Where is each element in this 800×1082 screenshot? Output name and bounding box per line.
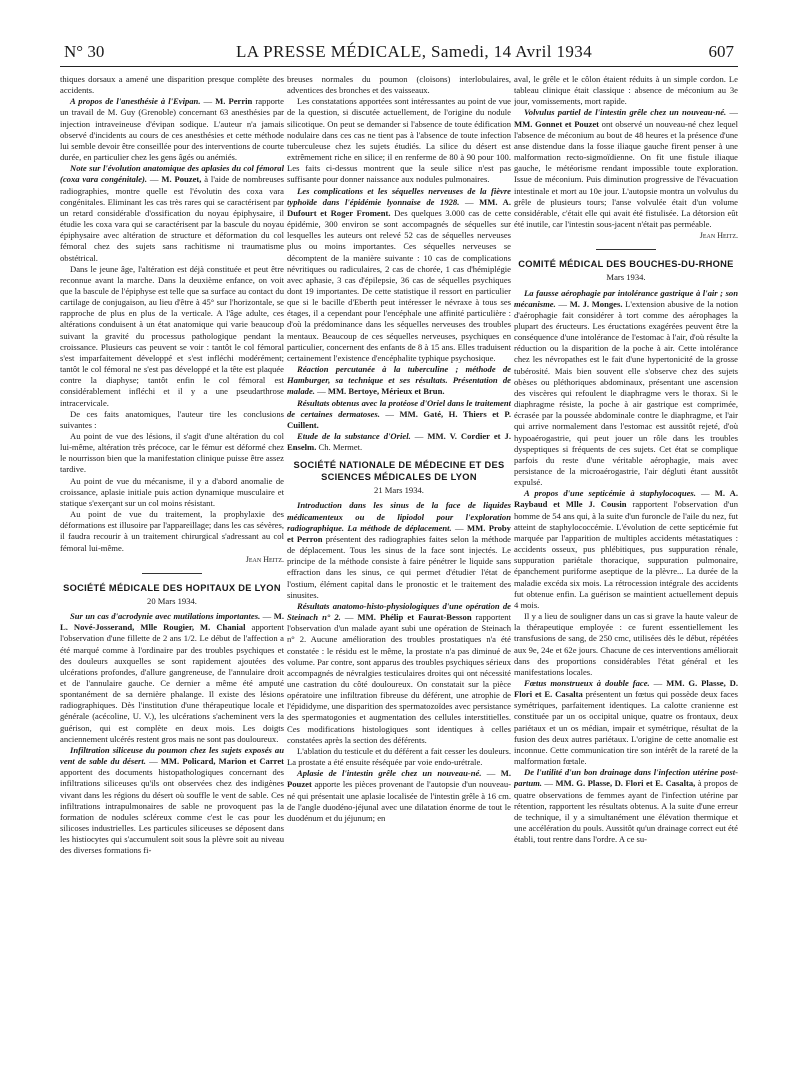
article-body: thiques dorsaux a amené une disparition presque complète des accidents. [60,74,284,96]
column-3 [514,74,738,1076]
article-title: Aplasie de l'intestin grêle chez un nouveau-né. [297,768,482,779]
section-divider [596,249,656,250]
article-paragraph [60,74,284,96]
article-body: à l'aide de nombreuses radiographies, montre quelle est l'évolutin des coxa vara congénitales. Eliminant les cas très rares qui se caractérisent par un retard considérable d'ossification du noyau épiphysaire, il étudie les coxa vara qui se caractérisent par la bascule du noyau épiphysaire avec altération de structure et déformation du col fémoral chez des sujets sans rachitisme ni traumatisme obstétrical. [60,174,284,263]
article-paragraph [60,264,284,409]
article-body: Au point de vue du mécanisme, il y a d'abord anomalie de croissance, aplasie initiale puis action dynamique musculaire et statique s'exerçant sur un col moins résistant. [60,475,284,508]
article-body: Au point de vue des lésions, il s'agit d'une altération du col lui-même, altération très précoce, car le fémur est déformé chez le nourrisson bien que la manifestation clinique puisse être assez tardive. [60,431,284,475]
article-authors: M. A. Raybaud et Mlle J. Cousin [514,488,738,510]
article-title: Résultats obtenus avec la protéose d'Oriel dans le traitement de certaines dermatoses. [287,397,511,419]
article-title: Réaction percutanée à la tuberculine ; méthode de Hamburger, sa technique et ses résultats. Présentation de malade. [287,364,511,397]
article-body: breuses normales du poumon (cloisons) interlobulaires, adventices des bronches et des vaisseaux. [287,74,511,96]
article-paragraph [514,74,738,107]
article-body: Ch. Mermet. [318,442,363,453]
page-number: 607 [708,42,734,61]
article-title: Infiltration siliceuse du poumon chez les sujets exposés au vent de sable du désert. [60,744,284,767]
article-authors: MM. Gonnet et Pouzet [514,118,600,129]
article-authors: MM. Bertoye, Mérieux et Brun. [327,386,445,397]
article-body: Dans le jeune âge, l'altération est déjà constituée et peut être reconnue avant la marche. Dans la deuxième enfance, on voit que la bascule de l'épiphyse est telle que sa surface au contact du cartilage de conjugaison, au lieu d'être à 45° sur l'horizontale, se rapproche de plus en plus de la verticale. A l'âge adulte, ces altérations conduisent à un état anatomique qui varie beaucoup suivant la gravité du processus pathologique pendant la croissance. Plusieurs cas peuvent se voir : tantôt le col fémoral s'est imparfaitement développé et s'est infléchi modérément; tantôt le col fémoral ne s'est pas développé et la tête est plaquée contre la diaphyse; tantôt enfin le col fémoral est considérablement infléchi et il y a une pseudarthrose intracervicale. [60,263,284,408]
article-body: ont observé un nouveau-né chez lequel l'absence de méconium au bout de 48 heures et la présence d'une anse distendue dans la fosse iliaque gauche firent penser à une malformation recto-sigmoïdienne. On fit une fistule iliaque gauche, le météorisme rendant impossible toute exploration. Issue de méconium. Puis diminution progressive de l'évacuation intestinale et mort au 10e jour. L'autopsie montra un volvulus du grêle de plusieurs tours; l'anse volvulée était d'un volume considérable, c'était elle qui avait été fistulisée. La détorsion eût été inutile, car l'intestin sous-jacent n'était pas perméable. [514,118,738,230]
article-title: A propos d'une septicémie à staphylocoques. [524,488,696,499]
article-title: Volvulus partiel de l'intestin grêle chez un nouveau-né. [524,107,727,118]
article-paragraph [60,509,284,554]
column-2 [287,74,511,1076]
article-body: apportent l'observation d'une fillette de 2 ans 1/2. Le début de l'affection a été marqué comme à l'ordinaire par des troubles psychiques et des douleurs auxquelles se sont rapidement ajoutées des ulcérations profondes, d'allure gangreneuse, de l'annulaire droit et de l'annulaire gauche. Ce dernier a même été amputé spontanément de sa dernière phalange. Il existe des lésions radiographiques. Dès l'institution d'une thérapeutique locale et générale (acécoline, U. V.), les ulcérations s'acheminent vers la guérison, qui est complète en deux mois. Les doigts anciennement ulcérés restent gros mais ne sont pas douloureux. [60,622,284,744]
section-heading: COMITÉ MÉDICAL DES BOUCHES-DU-RHONE [518,259,734,270]
article-paragraph: Aplasie de l'intestin grêle chez un nouveau-né. — M. Pouzet apporte les pièces provenant de l'autopsie d'un nouveau-né qui présentait une aplasie localisée de l'intestin grêle à 16 cm. de l'angle duodéno-jéjunal avec une dilatation énorme de tout le duodénum et du jéjunum; en [287,768,511,823]
article-paragraph: Résultats obtenus avec la protéose d'Oriel dans le traitement de certaines dermatoses. — MM. Gaté, H. Thiers et P. Cuillent. [287,397,511,430]
article-body: Les constatations apportées sont intéressantes au point de vue de la question, si discutée actuellement, de l'origine du nodule silicotique. On peut se demander si l'absence de toute édification nodulaire dans ces cas ne tient pas à l'absence de toute infection tuberculeuse chez les sujets étudiés. La silice du désert est extrêmement riche en silice; il en renferme de 80 à 90 pour 100. Les faits ci-dessus montrent que la seule silice n'est pas suffisante pour donner naissance aux nodules pulmonaires. [287,96,511,185]
article-authors: M. J. Monges. [569,298,623,309]
article-body: rapportent l'observation d'un homme de 54 ans qui, à la suite d'un furoncle de l'aile du nez, fut atteint de staphylococcémie. L'évolution de cette septicémie fut marquée par l'apparition de multiples accidents métastatiques : accidents osseux, pus phlébitiques, pus suppuration rénale, suppuration pariétale thoracique, suppuration pulmonaire, épanchement puriforme aseptique de la plèvre... La durée de la maladie excéda six mois. La rétrocession intégrale des accidents fut obtenue enfin. La guérison se maintient actuellement depuis 4 mois. [514,499,738,610]
article-body: L'extension abusive de la notion d'aérophagie fait considérer à tort comme des aérophages la plupart des éructeurs. Les éructations exagérées peuvent être la conséquence d'une intolérance de l'estomac à l'air, d'où résulte la réduction ou la disparition de la poche à air. Cette intolérance chez les névropathes est le fait d'une hypertonicité de la grosse tubérosité. Mais bien souvent elle s'observe chez des sujets obèses ou pléthoriques abdominaux, présentant une ascension des viscères qui refoulent le diaphragme vers le thorax. Si le diaphragme résiste, la poche à air gastrique est comprimée, écrasée par la poussée abdominale contre le diaphragme, et l'air qui arrive normalement dans l'estomac est aussitôt rejeté, d'où hypoaérogastrie, qui peut jouer un rôle dans les troubles dyspeptiques si fréquents de ces sujets. Cet état se complique parfois du reste d'une véritable aérophagie, mais avec persistance de la microaérogastrie, l'air dégluti étant aussitôt expulsé. [514,298,738,488]
article-body: rapportent l'observation d'un malade ayant subi une opération de Steinach n° 2. Aucune amélioration des troubles prostatiques n'a été constatée : le résidu est le même, la prostate n'a pas diminué de volume. Par contre, sont apparus des troubles psychiques sérieux accompagnés de névralgies testiculaires droites qui ont nécessité une castration du côté douloureux. On constatait sur la pièce opératoire une infiltration fibreuse du déférent, une atrophie de l'épididyme, une disparition des spermatozoïdes avec persistance des spermatogonies et augmentation des cellules interstitielles. Ces modifications histologiques sont identiques à celles constatées après la section des déférents. [287,612,511,745]
section-divider [142,573,202,574]
masthead [60,40,738,67]
article-body: rapporte un travail de M. Guy (Grenoble) concernant 63 anesthésies par injection intraveineuse d'évipan sodique. L'auteur n'a jamais observé d'incidents au cours de ces anesthésies et cette méthode lui semble devoir être conseillée pour des interventions de courte durée, en particulier chez les gens âgés ou anémiés. [60,96,284,163]
article-authors: MM. Phélip et Faurat-Besson [357,612,472,623]
article-body: apportent des documents histopathologiques concernant des infiltrations siliceuses qu'ils ont observées chez des indigènes vivant dans les régions du désert où souffle le vent de sable. Ces infiltrations intrapulmonaires de sable ne provoquent pas la formation de nodules scléreux comme c'est le cas pour les silicoses industrielles. Les particules siliceuses se déposent dans les histiocytes qui s'accumulent soit sous la plèvre soit au niveau des diverses formations fi- [60,767,284,856]
column-1 [60,74,284,1076]
article-title: Résultats anatomo-histo-physiologiques d'une opération de Steinach n° 2. [287,600,511,623]
article-paragraph [287,746,511,768]
article-body: Au point de vue du traitement, la prophylaxie des déformations est illusoire par l'appareillage; dans les cas sévères, il faudra recourir à un traitement chirurgical s'adressant au col fémoral lui-même. [60,509,284,553]
section-heading: SOCIÉTÉ MÉDICALE DES HOPITAUX DE LYON [63,582,281,593]
article-paragraph: Volvulus partiel de l'intestin grêle chez un nouveau-né. — MM. Gonnet et Pouzet ont observé un nouveau-né chez lequel l'absence de méconium au bout de 48 heures et la présence d'une anse distendue dans la fosse iliaque gauche firent penser à une malformation recto-sigmoïdienne. On fit une fistule iliaque gauche, le météorisme rendant impossible toute exploration. Issue de méconium. Puis diminution progressive de l'évacuation intestinale et mort au 10e jour. L'autopsie montra un volvulus du grêle de plusieurs tours; l'anse volvulée était d'un volume considérable, c'était elle qui avait été fistulisée. La détorsion eût été inutile, car l'intestin sous-jacent n'était pas perméable. [514,107,738,230]
article-paragraph [287,96,511,185]
article-title: A propos de l'anesthésie à l'Evipan. [70,96,201,107]
article-title: Sur un cas d'acrodynie avec mutilations importantes. [70,611,261,622]
article-paragraph [287,74,511,96]
article-authors: M. Perrin [215,96,253,107]
article-paragraph: Infiltration siliceuse du poumon chez les sujets exposés au vent de sable du désert. — MM. Policard, Marion et Carret apportent des documents histopathologiques concernant des infiltrations siliceuses qu'ils ont observées chez des indigènes vivant dans les régions du désert où souffle le vent de sable. Ces infiltrations intrapulmonaires de sable ne provoquent pas la formation de nodules scléreux comme c'est le cas pour les silicoses industrielles. Les particules siliceuses se déposent dans les histiocytes qui s'accumulent soit sous la plèvre soit au niveau des diverses formations fi- [60,744,284,856]
article-title: Les complications et les séquelles nerveuses de la fièvre typhoïde dans l'épidémie lyonnaise de 1928. [287,185,511,207]
author-signature: Jean Heitz. [699,231,738,241]
article-body: Des quelques 3.000 cas de cette épidémie, 300 environ se sont accompagnés de séquelles sur lesquelles les auteurs ont relevé 52 cas de séquelles nerveuses plus ou moins importantes. Ces séquelles nerveuses se décomptent de la manière suivante : 10 cas de complications névritiques ou radiculaires, 2 cas de chorée, 1 cas d'hémiplégie avec aphasie, 3 cas d'épilepsie, 36 cas de séquelles psychiques dont 19 importantes. De cette statistique il ressort en particulier que si le bacille d'Eberth peut intéresser le névraxe à tous ses étages, il a cependant pour l'encéphale une affinité particulière : d'où la prédominance dans les séquelles nerveuses des troubles mentaux. Beaucoup de ces séquelles nerveuses, psychiques en particulier, concernent des enfants de 8 à 15 ans. Elles traduisent certainement l'existence d'encéphalite typhique psychosique. [287,207,511,363]
article-paragraph: Réaction percutanée à la tuberculine ; méthode de Hamburger, sa technique et ses résultats. Présentation de malade. — MM. Bertoye, Mérieux et Brun. [287,364,511,397]
article-authors: M. L. Nové-Josserand, Mlle Rougier, M. Chanial [60,611,284,633]
article-authors: MM. V. Cordier et J. Enselm. [287,431,511,453]
article-paragraph: Note sur l'évolution anatomique des aplasies du col fémoral (coxa vara congénitale). — M. Pouzet, à l'aide de nombreuses radiographies, montre quelle est l'évolutin des coxa vara congénitales. Eliminant les cas très rares qui se caractérisent par un retard considérable d'ossification du noyau épiphysaire, il étudie les coxa vara qui se caractérisent par la bascule du noyau épiphysaire avec altération de structure et déformation du col fémoral chez des sujets sans rachitisme ni traumatisme obstétrical. [60,163,284,263]
article-paragraph: Les complications et les séquelles nerveuses de la fièvre typhoïde dans l'épidémie lyonnaise de 1928. — MM. A. Dufourt et Roger Froment. Des quelques 3.000 cas de cette épidémie, 300 environ se sont accompagnés de séquelles sur lesquelles les auteurs ont relevé 52 cas de séquelles nerveuses plus ou moins importantes. Ces séquelles nerveuses se décomptent de la manière suivante : 10 cas de complications névritiques ou radiculaires, 2 cas de chorée, 1 cas d'hémiplégie avec aphasie, 3 cas d'épilepsie, 36 cas de séquelles psychiques dont 19 importantes. De cette statistique il ressort en particulier que si le bacille d'Eberth peut intéresser le névraxe à tous ses étages, il a cependant pour l'encéphale une affinité particulière : d'où la prédominance dans les séquelles nerveuses des troubles mentaux. Beaucoup de ces séquelles nerveuses, psychiques en particulier, concernent des enfants de 8 à 15 ans. Elles traduisent certainement l'existence d'encéphalite typhique psychosique. [287,185,511,363]
article-title: Note sur l'évolution anatomique des aplasies du col fémoral (coxa vara congénitale). [60,163,284,185]
section-date: Mars 1934. [606,272,646,283]
article-authors: M. Pouzet, [161,174,202,185]
article-body: à propos de quatre observations de femmes ayant de l'infection utérine par rétention, rapportent les résultats obtenus. A la suite d'une erreur de technique, il y a simultanément une élévation thermique et une accélération du pouls. Aussitôt qu'un drainage correct eut été établi, tout rentre dans l'ordre. A ce su- [514,778,738,845]
article-body: présentent un fœtus qui possède deux faces symétriques, parfaitement identiques. La calotte cranienne est constituée par un os occipital unique, quatre os frontaux, deux pariétaux et un os médian, impair et symétrique, résultat de la fusion des deux autres pariétaux. L'origine de cette anomalie est inconnue. Cette communication tire son intérêt de la rareté de la malformation fœtale. [514,689,738,767]
article-paragraph: Introduction dans les sinus de la face de liquides médicamenteux ou de lipiodol pour l'exploration radiographique. La méthode de déplacement. — MM. Proby et Perron présentent des radiographies faites selon la méthode de déplacement. Tous les sinus de la face sont injectés. Le principe de la méthode consiste à faire pénétrer le liquide sans effraction dans les sinus, ce qui permet d'étudier l'état de l'ostium, élément capital dans le pronostic et le traitement des sinusites. [287,500,511,600]
article-title: Fœtus monstrueux à double face. [524,677,650,688]
article-authors: MM. Policard, Marion et Carret [160,756,284,767]
article-paragraph: Etude de la substance d'Oriel. — MM. V. Cordier et J. Enselm. Ch. Mermet. [287,431,511,453]
article-authors: M. Pouzet [287,768,511,790]
article-paragraph: De l'utilité d'un bon drainage dans l'infection utérine post-partum. — MM. G. Plasse, D. Flori et E. Casalta, à propos de quatre observations de femmes ayant de l'infection utérine par rétention, rapportent les résultats obtenus. A la suite d'une erreur de technique, il y a simultanément une élévation thermique et une accélération du pouls. Aussitôt qu'un drainage correct eut été établi, tout rentre dans l'ordre. A ce su- [514,767,738,845]
article-body: L'ablation du testicule et du déférent a fait cesser les douleurs. La prostate a été ensuite réséquée par voie endo-urétrale. [287,745,511,768]
journal-title-date: LA PRESSE MÉDICALE, Samedi, 14 Avril 1934 [236,42,593,61]
article-paragraph [514,611,738,678]
article-authors: MM. A. Dufourt et Roger Froment. [287,196,511,218]
article-paragraph: A propos d'une septicémie à staphylocoques. — M. A. Raybaud et Mlle J. Cousin rapportent l'observation d'un homme de 54 ans qui, à la suite d'un furoncle de l'aile du nez, fut atteint de staphylococcémie. L'évolution de cette septicémie fut marquée par l'apparition de multiples accidents métastatiques : accidents osseux, pus phlébitiques, pus suppuration rénale, suppuration pariétale thoracique, suppuration pulmonaire, épanchement puriforme aseptique de la plèvre... La durée de la maladie excéda six mois. La rétrocession intégrale des accidents fut obtenue enfin. La guérison se maintient actuellement depuis 4 mois. [514,488,738,610]
article-paragraph [60,409,284,431]
article-body: Il y a lieu de souligner dans un cas si grave la haute valeur de la thérapeutique employée : ce furent essentiellement les transfusions de sang, de 250 cmc, utilisées dès le début, répétées aux 9e, 24e et 62e jours. Chacune de ces interventions améliorait dans des proportions considérables l'état général et les manifestations locales. [514,611,738,677]
article-authors: MM. Proby et Perron [287,522,511,544]
section-heading: SOCIÉTÉ NATIONALE DE MÉDECINE ET DES SCIENCES MÉDICALES DE LYON [293,460,505,483]
article-title: De l'utilité d'un bon drainage dans l'infection utérine post-partum. [514,767,738,789]
article-paragraph [60,431,284,476]
article-authors: MM. G. Plasse, D. Flori et E. Casalta [514,677,738,700]
article-paragraph: La fausse aérophagie par intolérance gastrique à l'air ; son mécanisme. — M. J. Monges. L'extension abusive de la notion d'aérophagie fait considérer à tort comme des aérophages la plupart des éructeurs. Les éructations exagérées peuvent être la conséquence d'une intolérance de l'estomac à l'air, d'où résulte la réduction ou la disparition de la poche à air. Cette intolérance chez les névropathes est le fait d'une hypertonicité de la grosse tubérosité. Mais bien souvent elle s'observe chez des sujets obèses ou pléthoriques abdominaux, présentant une ascension des viscères qui refoulent le diaphragme vers le thorax. Si le diaphragme résiste, la poche à air gastrique est comprimée, écrasée par la poussée abdominale contre le diaphragme, et l'air qui arrive normalement dans l'estomac est aussitôt rejeté, d'où hypoaérogastrie, qui peut jouer un rôle dans les troubles dyspeptiques si fréquents de ces sujets. Cet état se complique parfois du reste d'une véritable aérophagie, mais avec persistance de la microaérogastrie, l'air dégluti étant aussitôt expulsé. [514,287,738,488]
article-paragraph: A propos de l'anesthésie à l'Evipan. — M. Perrin rapporte un travail de M. Guy (Grenoble) concernant 63 anesthésies par injection intraveineuse d'évipan sodique. L'auteur n'a jamais observé d'incidents au cours de ces anesthésies et cette méthode lui semble devoir être conseillée pour des interventions de courte durée, en particulier chez les gens âgés ou anémiés. [60,96,284,163]
article-body: présentent des radiographies faites selon la méthode de déplacement. Tous les sinus de la face sont injectés. Le principe de la méthode consiste à faire pénétrer le liquide sans effraction dans les sinus, ce qui permet d'étudier l'état de l'ostium, élément capital dans le pronostic et le traitement des sinusites. [287,533,511,600]
article-authors: MM. G. Plasse, D. Flori et E. Casalta, [555,778,696,789]
section-date: 20 Mars 1934. [147,595,197,606]
article-title: Etude de la substance d'Oriel. [297,431,411,441]
article-title: Introduction dans les sinus de la face de liquides médicamenteux ou de lipiodol pour l'exploration radiographique. La méthode de déplacement. [287,500,511,533]
author-signature: Jean Heitz. [245,554,284,564]
article-body: De ces faits anatomiques, l'auteur tire les conclusions suivantes : [60,408,284,430]
article-paragraph: Sur un cas d'acrodynie avec mutilations importantes. — M. L. Nové-Josserand, Mlle Rougier, M. Chanial apportent l'observation d'une fillette de 2 ans 1/2. Le début de l'affection a été marqué comme à l'ordinaire par des troubles psychiques et des douleurs auxquelles se sont rapidement ajoutées des ulcérations profondes, d'allure gangreneuse, de l'annulaire droit et de l'annulaire gauche. Ce dernier a même été amputé spontanément de sa dernière phalange. Il existe des lésions radiographiques. Dès l'institution d'une thérapeutique locale et générale (acécoline, U. V.), les ulcérations s'acheminent vers la guérison, qui est complète en deux mois. Les doigts anciennement ulcérés restent gros mais ne sont pas douloureux. [60,611,284,744]
article-paragraph [60,476,284,509]
article-authors: MM. Gaté, H. Thiers et P. Cuillent. [287,408,511,430]
section-date: 21 Mars 1934. [374,485,424,496]
article-title: La fausse aérophagie par intolérance gastrique à l'air ; son mécanisme. [514,287,738,309]
article-body: apporte les pièces provenant de l'autopsie d'un nouveau-né qui présentait une aplasie localisée de l'intestin grêle à 16 cm. de l'angle duodéno-jéjunal avec une dilatation énorme de tout le duodénum et du jéjunum; en [287,779,511,823]
article-paragraph: Résultats anatomo-histo-physiologiques d'une opération de Steinach n° 2. — MM. Phélip et Faurat-Besson rapportent l'observation d'un malade ayant subi une opération de Steinach n° 2. Aucune amélioration des troubles prostatiques n'a été constatée : le résidu est le même, la prostate n'a pas diminué de volume. Par contre, sont apparus des troubles psychiques sérieux accompagnés de névralgies testiculaires droites qui ont nécessité une castration du côté douloureux. On constatait sur la pièce opératoire une infiltration fibreuse du déférent, une atrophie de l'épididyme, une disparition des spermatozoïdes avec persistance des spermatogonies et augmentation des cellules interstitielles. Ces modifications histologiques sont identiques à celles constatées après la section des déférents. [287,600,511,745]
article-body: aval, le grêle et le côlon étaient réduits à un simple cordon. Le tableau clinique était classique : absence de méconium au 3e jour, vomissements, mort rapide. [514,74,738,107]
article-paragraph: Fœtus monstrueux à double face. — MM. G. Plasse, D. Flori et E. Casalta présentent un fœtus qui possède deux faces symétriques, parfaitement identiques. La calotte cranienne est constituée par un os occipital unique, quatre os frontaux, deux pariétaux et un os médian, impair et symétrique, résultat de la fusion des deux autres pariétaux. L'origine de cette anomalie est inconnue. Cette communication tire son intérêt de la rareté de la malformation fœtale. [514,677,738,767]
issue-number: N° 30 [64,42,105,61]
